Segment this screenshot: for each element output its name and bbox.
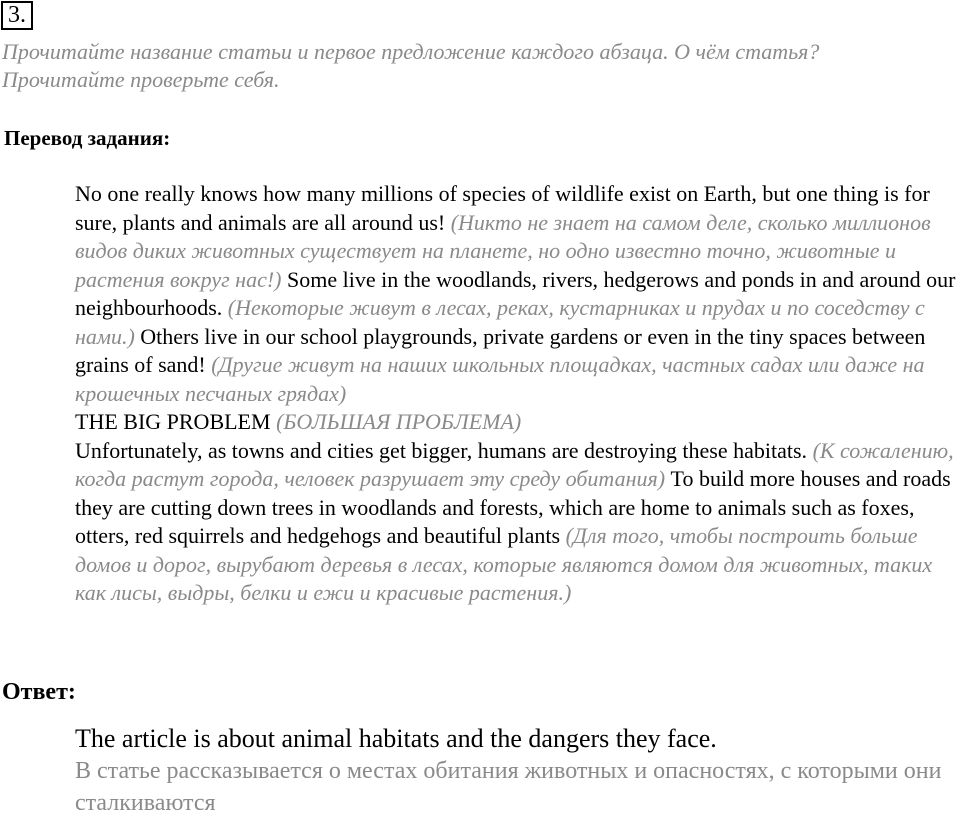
task-number-badge: 3.: [1, 1, 33, 30]
instruction-line-2: Прочитайте проверьте себя.: [2, 67, 280, 92]
paragraph-1-sentence-3-ru: (Другие живут на наших школьных площадках, частных садах или даже на крошечных песчаных грядах): [75, 352, 925, 406]
paragraph-2-sentence-1-en: Unfortunately, as towns and cities get bigger, humans are destroying these habitats.: [75, 437, 813, 463]
paragraph-1-sentence-2-en: Some live in the woodlands, rivers, hedgerows and ponds in and around our neighbourhoods.: [75, 266, 956, 320]
answer-english: The article is about animal habitats and the dangers they face.: [75, 724, 717, 753]
paragraph-1-sentence-1-en: No one really knows how many millions of species of wildlife exist on Earth, but one thing is for sure, plants and animals are all around us!: [75, 181, 930, 235]
translation-heading: Перевод задания:: [4, 126, 171, 150]
section-subheading: [75, 408, 960, 437]
answer-russian: В статье рассказывается о местах обитания животных и опасностях, с которыми они сталкиваются: [75, 758, 942, 816]
answer-body: [75, 723, 960, 819]
task-instruction: [2, 38, 952, 94]
instruction-line-1: Прочитайте название статьи и первое предложение каждого абзаца. О чём статья?: [2, 39, 820, 64]
subheading-ru: (БОЛЬШАЯ ПРОБЛЕМА): [276, 409, 522, 434]
paragraph-1-sentence-1-ru: (Никто не знает на самом деле, сколько миллионов видов диких животных существует на планете, но одно известно точно, животные и растения вокруг нас!): [75, 209, 931, 292]
translation-body: [75, 180, 960, 608]
paragraph-2: [75, 437, 960, 608]
paragraph-2-sentence-2-en: To build more houses and roads they are cutting down trees in woodlands and forests, which are home to animals such as foxes, otters, red squirrels and hedgehogs and beautiful plants: [75, 466, 951, 548]
subheading-en: THE BIG PROBLEM: [75, 409, 277, 434]
paragraph-1-sentence-3-en: Others live in our school playgrounds, private gardens or even in the tiny spaces between grains of sand!: [75, 323, 926, 377]
paragraph-1-sentence-2-ru: (Некоторые живут в лесах, реках, кустарниках и прудах и по соседству с нами.): [75, 295, 925, 349]
paragraph-2-sentence-1-ru: (К сожалению, когда растут города, человек разрушает эту среду обитания): [75, 437, 954, 491]
paragraph-1: [75, 180, 960, 408]
paragraph-2-sentence-2-ru: (Для того, чтобы построить больше домов и дорог, вырубают деревья в лесах, которые являются домом для животных, таких как лисы, выдры, белки и ежи и красивые растения.): [75, 523, 933, 605]
answer-heading: Ответ:: [2, 679, 76, 705]
